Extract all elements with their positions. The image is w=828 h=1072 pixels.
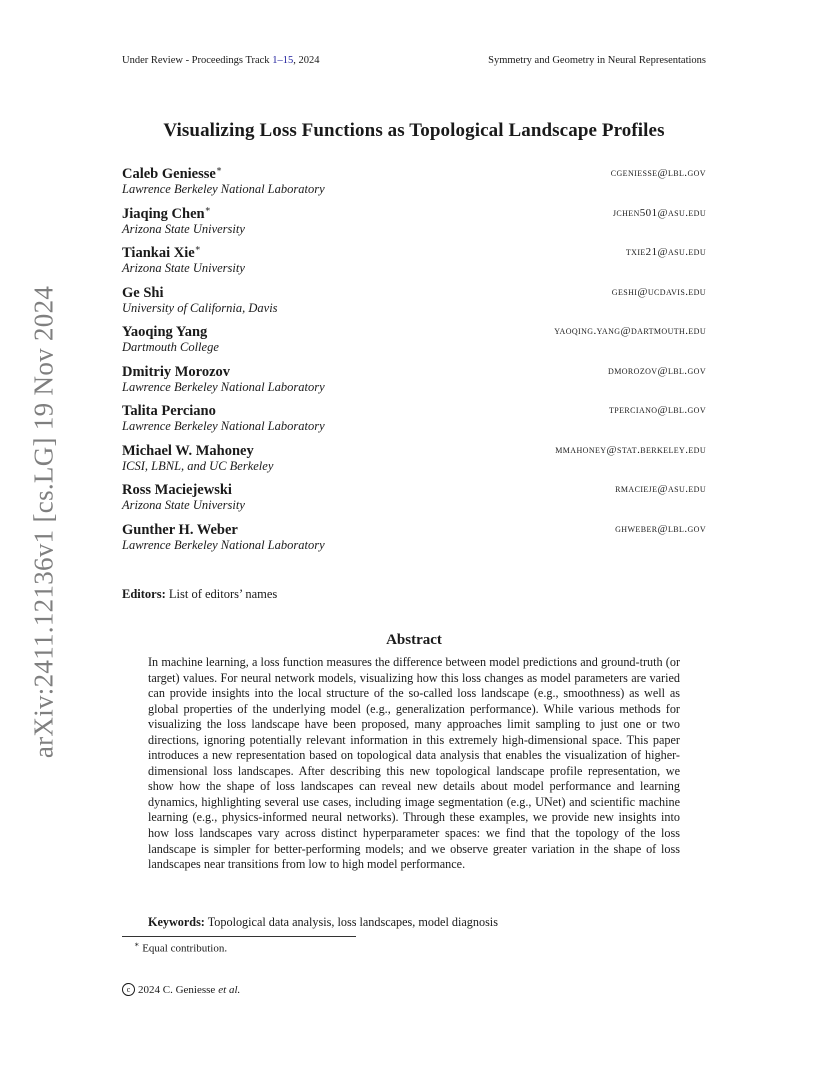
author-name: Yaoqing Yang [122,323,208,340]
author-affiliation: Arizona State University [122,261,245,275]
author-block [122,520,706,560]
author-affiliation: Lawrence Berkeley National Laboratory [122,419,325,433]
author-name: Ge Shi [122,284,164,301]
author-name: Jiaqing Chen∗ [122,203,211,222]
author-name: Michael W. Mahoney [122,442,254,459]
copyright-line: c 2024 C. Geniesse et al. [122,983,240,996]
author-name: Dmitriy Morozov [122,363,231,380]
author-block [122,322,706,362]
keywords-value: Topological data analysis, loss landscapes, model diagnosis [207,915,498,929]
author-email[interactable]: yaoqing.yang@dartmouth.edu [554,325,706,337]
author-email[interactable]: rmacieje@asu.edu [615,483,706,495]
equal-contribution-mark: ∗ [204,203,211,214]
author-block [122,243,706,283]
abstract-heading: Abstract [386,632,442,648]
abstract-body: In machine learning, a loss function measures the difference between model predictions and ground-truth (or target) values. For neural network models, visualizing how this loss changes as model parameters are varied can provide insights into the local structure of the so-called loss landscape (e.g., smoothness) as well as global properties of the underlying model (e.g., generalization performance). While various methods for visualizing the loss landscape have been proposed, many approaches limit sampling to just one or two directions, ignoring potentially relevant information in this extremely high-dimensional space. This paper introduces a new representation based on topological data analysis that enables the visualization of higher-dimensional loss landscapes. After describing this new topological landscape profile representation, we show how the shape of loss landscapes can reveal new details about model performance and learning dynamics, highlighting several use cases, including image segmentation (e.g., UNet) and scientific machine learning (e.g., physics-informed neural networks). Through these examples, we provide new insights into how loss landscapes vary across distinct hyperparameter spaces: we find that the topology of the loss landscape is simpler for better-performing models; and we observe greater variation in the shape of loss landscapes near transitions from low to high model performance. [148,655,680,872]
equal-contribution-mark: ∗ [215,164,222,174]
author-block [122,401,706,441]
running-header-left: Under Review - Proceedings Track 1–15, 2024 [122,55,320,66]
editors-label: Editors: [122,587,166,601]
keywords-line [148,915,498,930]
author-name: Ross Maciejewski [122,481,232,498]
equal-contribution-mark: ∗ [194,243,201,253]
author-affiliation: Arizona State University [122,221,245,236]
author-affiliation: Lawrence Berkeley National Laboratory [122,537,325,552]
running-header-right: Symmetry and Geometry in Neural Representations [488,55,706,66]
author-email[interactable]: mmahoney@stat.berkeley.edu [555,443,706,456]
author-email[interactable]: ghweber@lbl.gov [615,522,706,535]
author-name: Gunther H. Weber [122,521,238,538]
author-email[interactable]: txie21@asu.edu [625,246,706,258]
author-block [122,480,706,520]
author-email[interactable]: tperciano@lbl.gov [608,404,706,416]
author-block [122,441,706,481]
copyright-icon: c [122,983,135,996]
arxiv-stamp[interactable]: arXiv:2411.12136v1 [cs.LG] 19 Nov 2024 [28,285,59,759]
author-email[interactable]: geshi@ucdavis.edu [611,285,706,298]
author-affiliation: University of California, Davis [122,300,278,315]
paper-title: Visualizing Loss Functions as Topological Landscape Profiles [163,120,665,141]
page-range-link[interactable]: 1–15 [272,55,294,66]
author-affiliation: Lawrence Berkeley National Laboratory [122,182,325,196]
author-email[interactable]: cgeniesse@lbl.gov [610,167,706,179]
author-email[interactable]: dmorozov@lbl.gov [608,364,706,377]
author-affiliation: ICSI, LBNL, and UC Berkeley [122,458,274,473]
editors-line [122,587,277,602]
author-affiliation: Dartmouth College [122,340,219,354]
author-affiliation: Arizona State University [122,498,245,512]
footnote-rule [122,936,356,937]
author-email[interactable]: jchen501@asu.edu [612,206,706,219]
footnote-mark: ∗ [134,940,140,949]
author-block [122,204,706,244]
keywords-label: Keywords: [148,915,205,929]
author-list [122,164,706,559]
author-name: Caleb Geniesse∗ [122,164,222,182]
footnote: ∗ Equal contribution. [134,940,228,955]
author-block [122,164,706,204]
author-name: Talita Perciano [122,402,216,419]
author-block [122,283,706,323]
author-block [122,362,706,402]
author-affiliation: Lawrence Berkeley National Laboratory [122,379,325,394]
editors-value: List of editors’ names [168,587,278,601]
author-name: Tiankai Xie∗ [122,243,201,261]
